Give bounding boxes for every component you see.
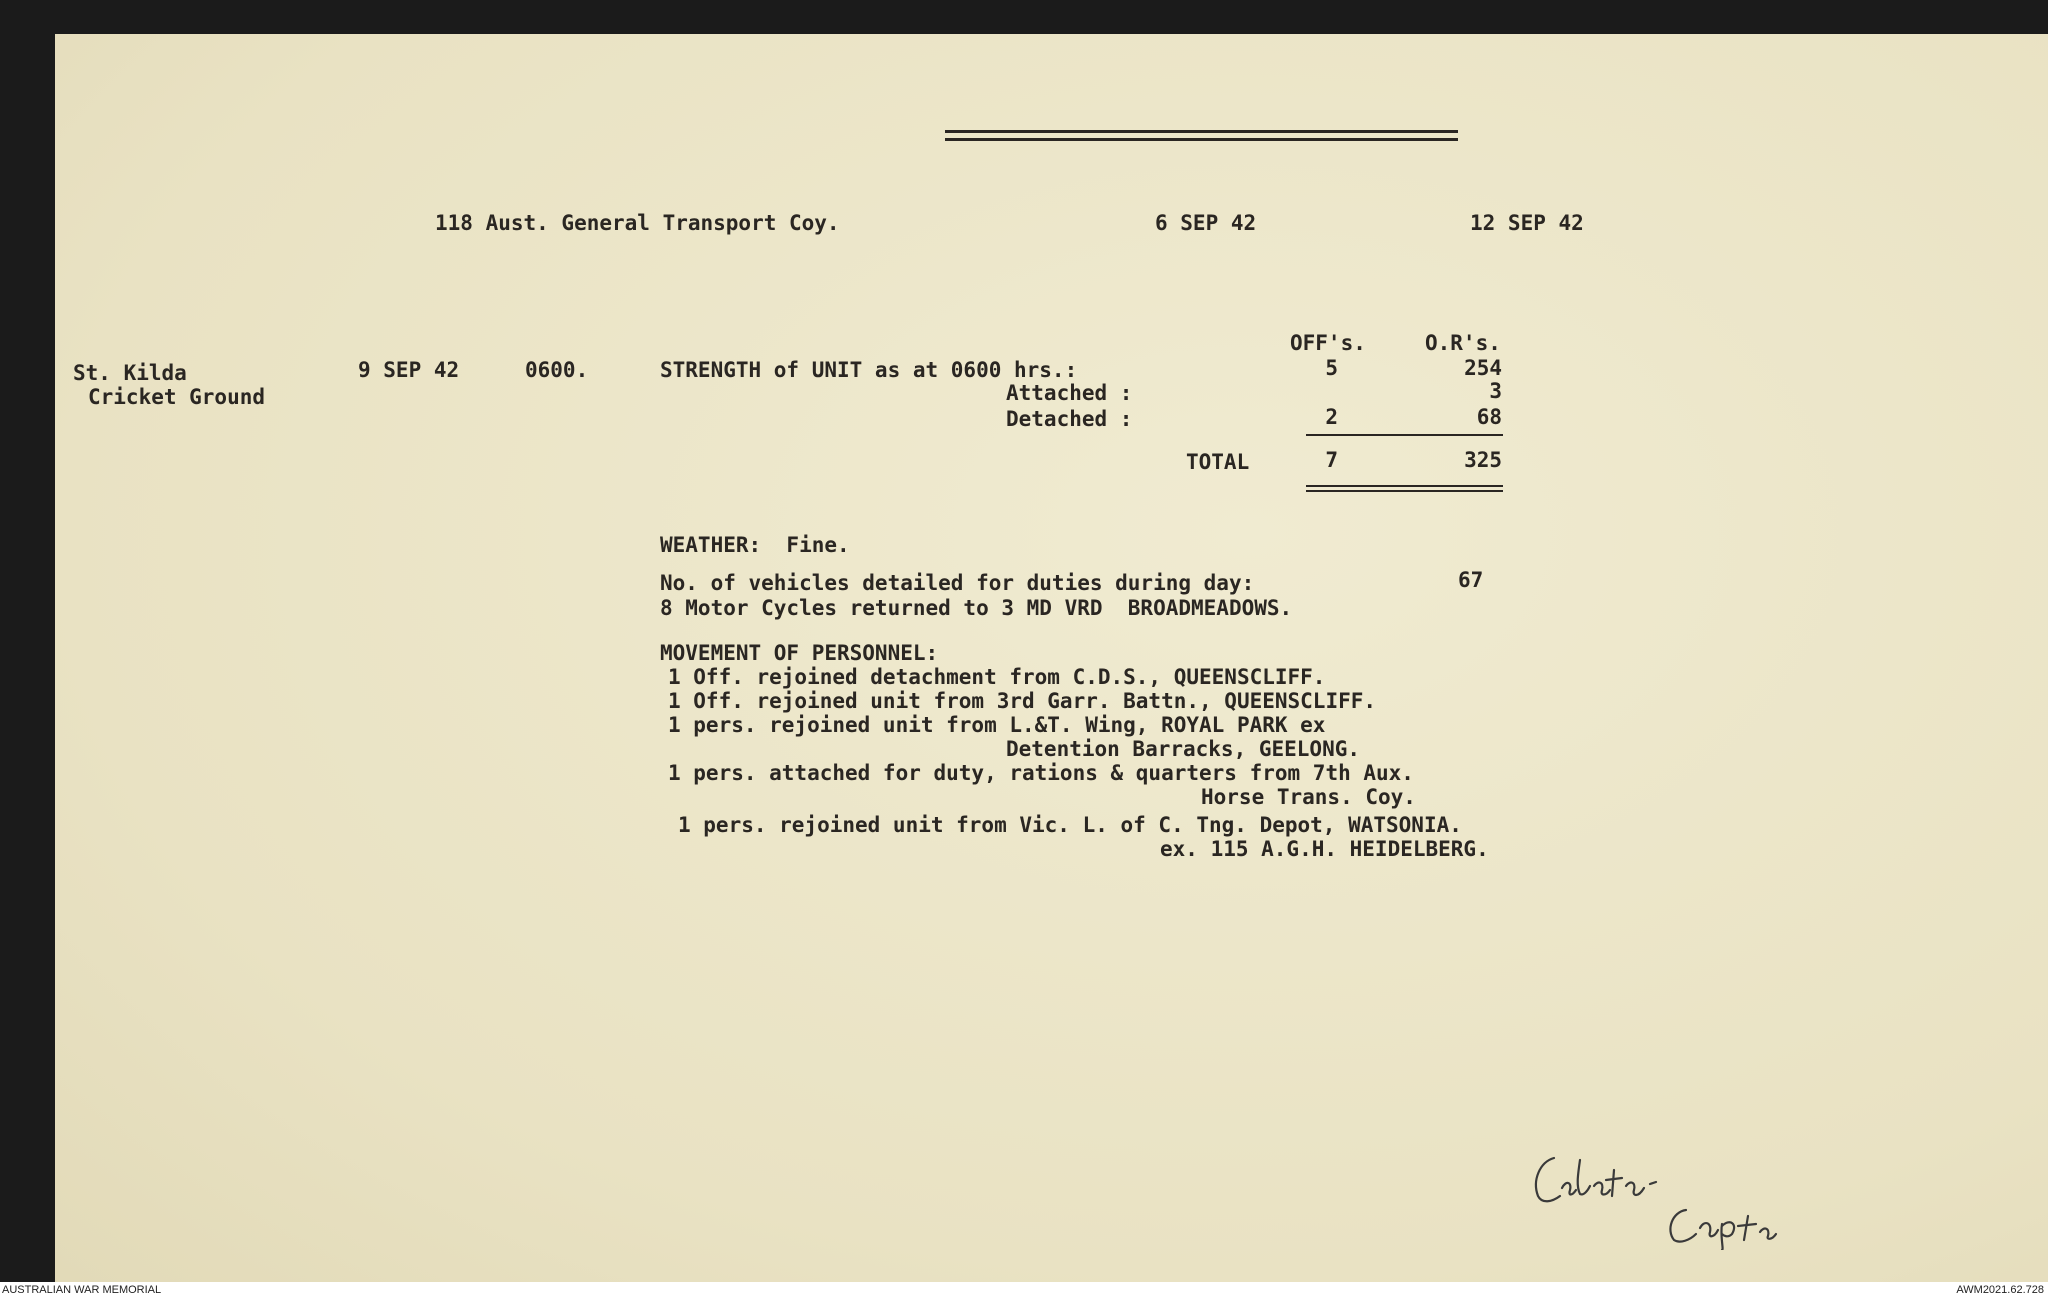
detached-offs: 2	[1325, 405, 1338, 429]
detached-ors: 68	[1476, 405, 1502, 429]
total-ors: 325	[1464, 448, 1502, 472]
total-offs: 7	[1325, 448, 1338, 472]
col-header-officers: OFF's.	[1290, 331, 1366, 355]
header-double-rule-top	[945, 130, 1458, 133]
footer-accession-number: AWM2021.62.728	[1956, 1284, 2044, 1296]
date-from: 6 SEP 42	[1155, 211, 1257, 235]
motor-cycles-line: 8 Motor Cycles returned to 3 MD VRD BROADMEADOWS.	[660, 596, 1293, 620]
col-header-other-ranks: O.R's.	[1425, 331, 1501, 355]
movement-item-1: 1 Off. rejoined detachment from C.D.S., QUEENSCLIFF.	[668, 665, 1326, 689]
total-rule-below-1	[1306, 485, 1503, 487]
total-rule-above	[1306, 434, 1503, 436]
attached-ors: 3	[1489, 379, 1502, 403]
vehicles-line: No. of vehicles detailed for duties during day:	[660, 571, 1255, 595]
movement-item-3: 1 pers. rejoined unit from L.&T. Wing, ROYAL PARK ex	[668, 713, 1326, 737]
total-rule-below-2	[1306, 490, 1503, 492]
attached-label: Attached :	[1006, 381, 1133, 405]
movement-item-5: 1 pers. rejoined unit from Vic. L. of C. Tng. Depot, WATSONIA.	[678, 813, 1462, 837]
movement-heading: MOVEMENT OF PERSONNEL:	[660, 641, 939, 665]
strength-label: STRENGTH of UNIT as at 0600 hrs.:	[660, 358, 1078, 382]
header-double-rule-bottom	[945, 138, 1458, 141]
movement-item-4: 1 pers. attached for duty, rations & quarters from 7th Aux.	[668, 761, 1414, 785]
document-page	[55, 34, 2048, 1282]
detached-label: Detached :	[1006, 407, 1133, 431]
handwritten-signature	[1510, 1140, 1870, 1250]
vehicles-count: 67	[1458, 568, 1484, 592]
date-to: 12 SEP 42	[1470, 211, 1584, 235]
entry-date: 9 SEP 42	[358, 358, 460, 382]
place-line-2: Cricket Ground	[88, 385, 266, 409]
entry-time: 0600.	[525, 358, 589, 382]
strength-offs: 5	[1325, 356, 1338, 380]
place-line-1: St. Kilda	[73, 361, 187, 385]
weather-line: WEATHER: Fine.	[660, 533, 850, 557]
movement-item-4-cont: Horse Trans. Coy.	[1201, 785, 1416, 809]
unit-name: 118 Aust. General Transport Coy.	[435, 211, 840, 235]
strength-ors: 254	[1464, 356, 1502, 380]
footer-institution: AUSTRALIAN WAR MEMORIAL	[2, 1284, 162, 1296]
total-label: TOTAL	[1186, 450, 1250, 474]
movement-item-5-cont: ex. 115 A.G.H. HEIDELBERG.	[1160, 837, 1489, 861]
archive-footer	[0, 1282, 2048, 1298]
movement-item-2: 1 Off. rejoined unit from 3rd Garr. Battn., QUEENSCLIFF.	[668, 689, 1377, 713]
movement-item-3-cont: Detention Barracks, GEELONG.	[1006, 737, 1361, 761]
